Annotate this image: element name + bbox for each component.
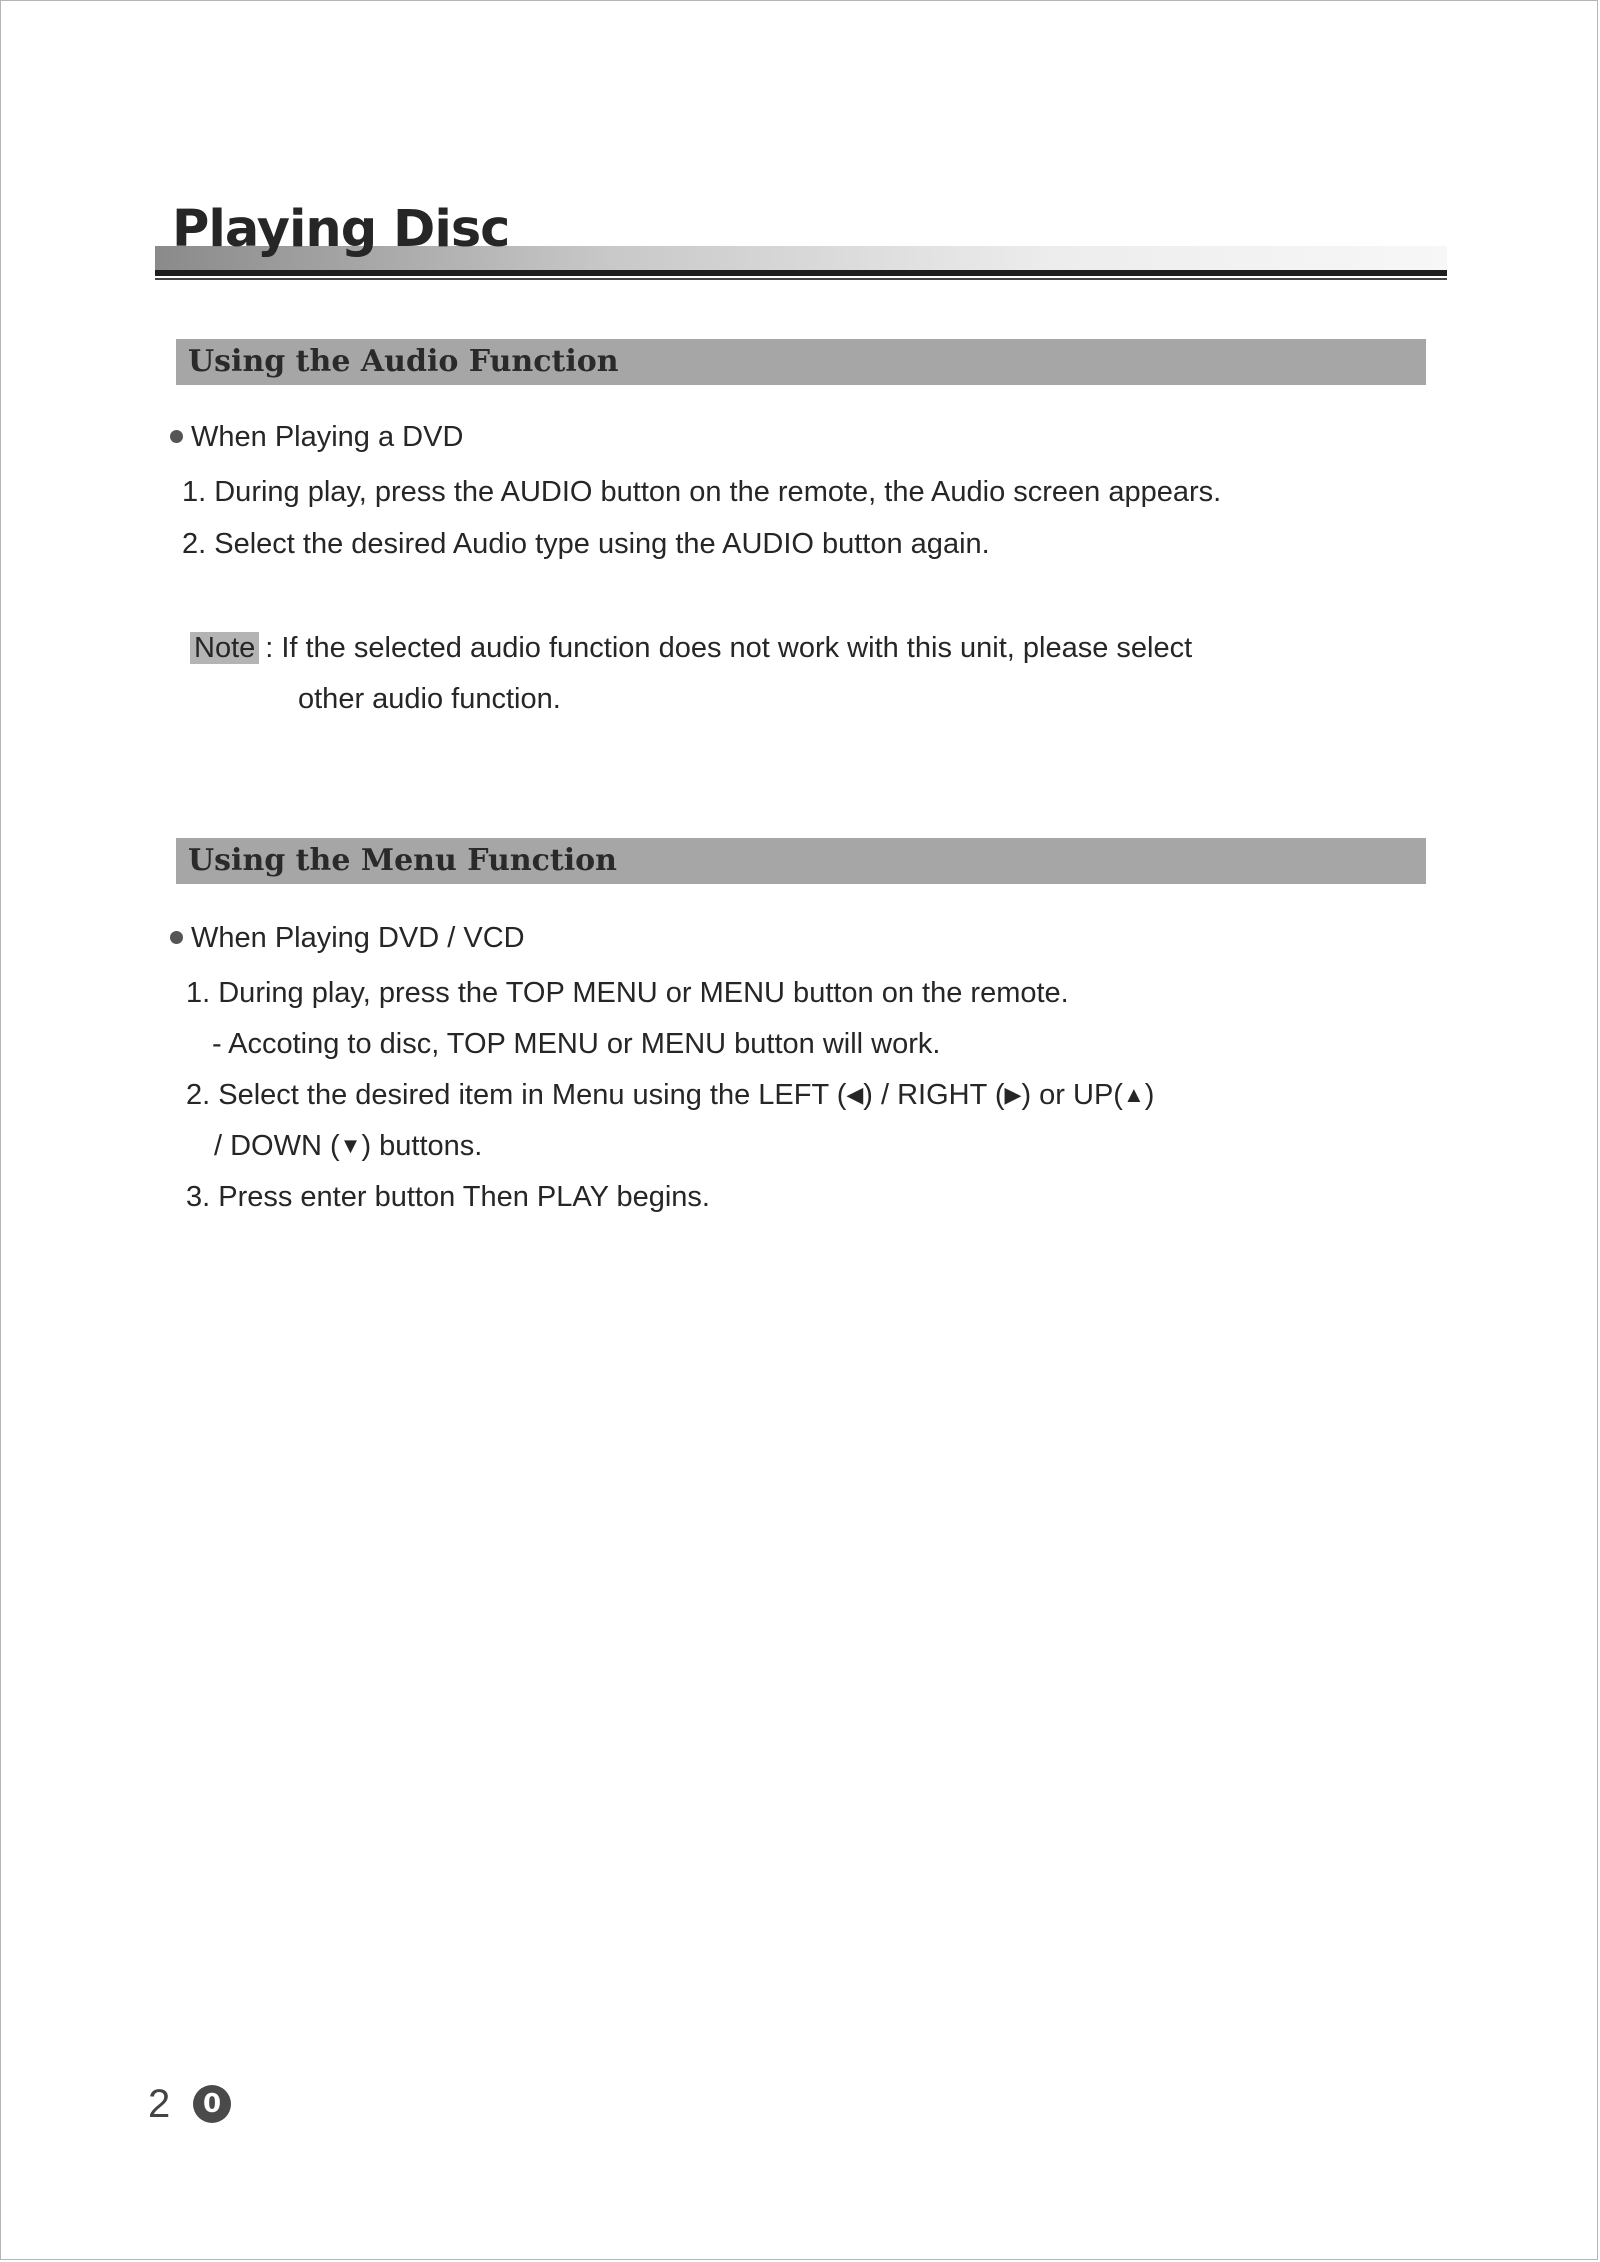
note-label: Note [190,632,259,664]
menu-section-header [176,838,1426,884]
page-number-circled: 0 [193,2085,231,2123]
audio-section-heading: Using the Audio Function [188,344,619,379]
menu-bullet-text: When Playing DVD / VCD [191,922,525,954]
menu-step-1: 1. During play, press the TOP MENU or MENU button on the remote. [186,977,1069,1009]
up-arrow-icon: ▲ [1122,1082,1145,1107]
menu-step-2-text-c: ) or UP( [1021,1079,1123,1111]
audio-bullet-item [170,419,463,455]
menu-step-2-text-b: ) / RIGHT ( [863,1079,1005,1111]
menu-step-2-cont-text-b: ) buttons. [361,1130,483,1162]
menu-step-2-text-a: 2. Select the desired item in Menu using the LEFT ( [186,1079,847,1111]
title-underline-rule [155,270,1447,276]
note-text-line1: If the selected audio function does not work with this unit, please select [281,632,1193,664]
menu-bullet-item [170,920,525,956]
menu-step-2-cont-text-a: / DOWN ( [214,1130,340,1162]
menu-section-heading: Using the Menu Function [188,843,617,878]
menu-step-2 [186,1077,1154,1113]
left-arrow-icon: ◀ [846,1082,864,1107]
page-title: Playing Disc [172,200,510,259]
note-text-line2: other audio function. [298,683,561,715]
audio-bullet-text: When Playing a DVD [191,421,464,453]
audio-note [190,630,1192,666]
menu-step-2-continued [214,1128,482,1164]
menu-step-3: 3. Press enter button Then PLAY begins. [186,1181,710,1213]
audio-step-2: 2. Select the desired Audio type using the AUDIO button again. [182,528,990,560]
menu-step-1-sub: - Accoting to disc, TOP MENU or MENU button will work. [212,1028,941,1060]
page-number: 2 [148,2082,171,2126]
menu-step-2-text-d: ) [1144,1079,1155,1111]
bullet-dot-icon [170,430,183,443]
bullet-dot-icon [170,931,183,944]
note-separator: : [265,632,274,664]
audio-step-1: 1. During play, press the AUDIO button on the remote, the Audio screen appears. [182,476,1222,508]
down-arrow-icon: ▼ [339,1133,362,1158]
audio-section-header [176,339,1426,385]
title-underline-thin-rule [155,278,1447,280]
right-arrow-icon: ▶ [1004,1082,1022,1107]
